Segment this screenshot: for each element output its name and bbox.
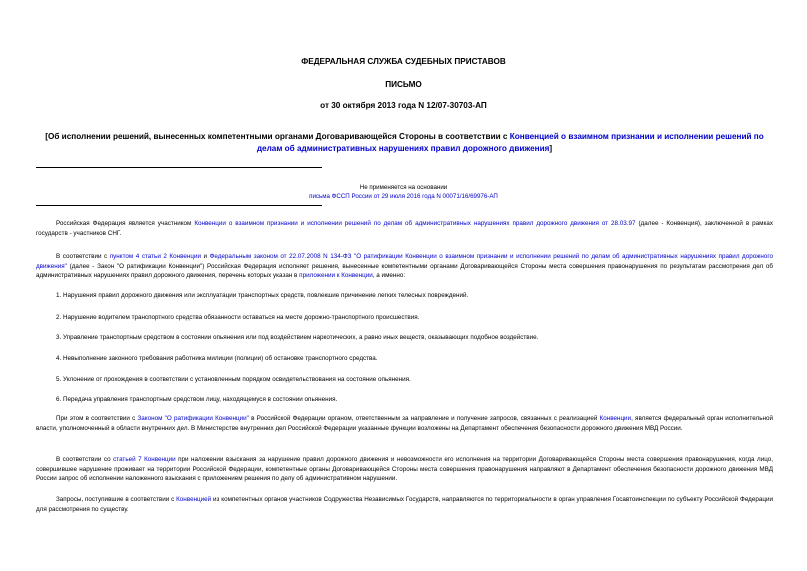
paragraph-3 (36, 414, 773, 433)
convention-article-link[interactable]: пунктом 4 статьи 2 Конвенции (109, 253, 201, 260)
paragraph-text: , а именно: (372, 272, 406, 279)
list-item: 5. Уклонение от прохождения в соответствии с установленным порядком освидетельствования на состояние опьянения. (56, 376, 411, 383)
list-item: 6. Передача управления транспортным средством лицу, находящемуся в состоянии опьянения. (56, 396, 338, 403)
subject-prefix: [Об исполнении решений, вынесенных компетентными органами Договаривающейся Стороны в соответствии с (45, 132, 510, 141)
paragraph-text: из компетентных органов участников Содружества Независимых Государств, направляются по территориальности в орган управления Госавтоинспекции по субъекту Российской Федерации для рассмотрения по существу. (36, 496, 774, 513)
convention-link[interactable]: Конвенцией (176, 496, 212, 503)
doc-type: ПИСЬМО (385, 80, 422, 89)
divider-top (36, 167, 322, 168)
paragraph-4 (36, 455, 773, 484)
doc-subject (36, 131, 773, 154)
status-note-text: Не применяется на основании (359, 184, 448, 191)
federal-law-link[interactable]: Федеральным законом от 22.07.2008 N 134-ФЗ "О ратификации Конвенции о взаимном признании и исполнении решений по делам об административных нарушениях правил дорожного движения" (36, 253, 774, 270)
paragraph-text: при наложении взыскания за нарушение правил дорожного движения и невозможности его исполнения на территории Договаривающейся Стороны места совершения правонарушения, когда лицо, совершившее нарушение проживает на территории Российской Федерации, компетентные органы Договаривающейся Стороны места совершения правонарушения направляют в Департамент обеспечения безопасности дорожного движения МВД России запрос об исполнении наложенного взыскания с приложением решения по делу об административном нарушении. (36, 456, 773, 482)
convention-link[interactable]: Конвенции (599, 415, 632, 422)
subject-convention-link[interactable]: Конвенцией о взаимном признании и исполнении решений по делам об административных нарушениях правил дорожного движения (256, 132, 764, 153)
paragraph-text: в Российской Федерации органом, ответственным за направление и получение запросов, связанных с реализацией (248, 415, 600, 422)
paragraph-2 (36, 252, 773, 281)
paragraph-text: (далее - Конвенция), заключенной в рамках государств - участников СНГ. (36, 220, 773, 237)
doc-date-number: от 30 октября 2013 года N 12/07-30703-АП (320, 101, 487, 110)
paragraph-5 (36, 495, 773, 514)
list-item: 3. Управление транспортным средством в состоянии опьянения или под воздействием наркотических, а равно иных веществ, оказывающих подобное воздействие. (56, 334, 539, 341)
convention-article7-link[interactable]: статьей 7 Конвенции (113, 456, 176, 463)
paragraph-1 (36, 219, 773, 238)
paragraph-text: Запросы, поступившие в соответствии с (56, 496, 177, 503)
list-item: 1. Нарушения правил дорожного движения или эксплуатации транспортных средств, повлекшие причинение легких телесных повреждений. (56, 292, 469, 299)
divider-bottom (36, 205, 322, 206)
ratification-law-link[interactable]: Законом "О ратификации Конвенции" (137, 415, 249, 422)
paragraph-text: Российская Федерация является участником (56, 220, 195, 227)
paragraph-text: В соответствии с (56, 253, 110, 260)
list-item: 4. Невыполнение законного требования работника милиции (полиции) об остановке транспортного средства. (56, 355, 378, 362)
paragraph-text: В соответствии со (56, 456, 114, 463)
paragraph-text: При этом в соответствии с (56, 415, 138, 422)
convention-link[interactable]: Конвенции о взаимном признании и исполнении решений по делам об административных нарушениях правил дорожного движения от 28.03.97 (194, 220, 636, 227)
status-note (0, 183, 807, 201)
agency-title: ФЕДЕРАЛЬНАЯ СЛУЖБА СУДЕБНЫХ ПРИСТАВОВ (301, 57, 506, 66)
paragraph-text: , является федеральный орган исполнительной власти, уполномоченный в области внутренних дел. В Министерстве внутренних дел Российской Федерации указанные функции возложены на Департамент обеспечения безопасности дорожного движения МВД России. (36, 415, 773, 432)
list-item: 2. Нарушение водителем транспортного средства обязанности оставаться на месте дорожно-транспортного происшествия. (56, 314, 420, 321)
status-note-link[interactable]: письма ФССП России от 29 июля 2016 года N 00071/16/69976-АП (309, 193, 498, 200)
paragraph-text: и (200, 253, 210, 260)
subject-suffix: ] (549, 143, 553, 153)
convention-appendix-link[interactable]: приложении к Конвенции (299, 272, 373, 279)
paragraph-text: (далее - Закон "О ратификации Конвенции") Российская Федерация исполняет решения, вынесенные компетентными органами Договаривающейся Стороны места совершения правонарушения по результатам рассмотрения дел об административных нарушениях правил дорожного движения, перечень которых указан в (36, 262, 773, 279)
